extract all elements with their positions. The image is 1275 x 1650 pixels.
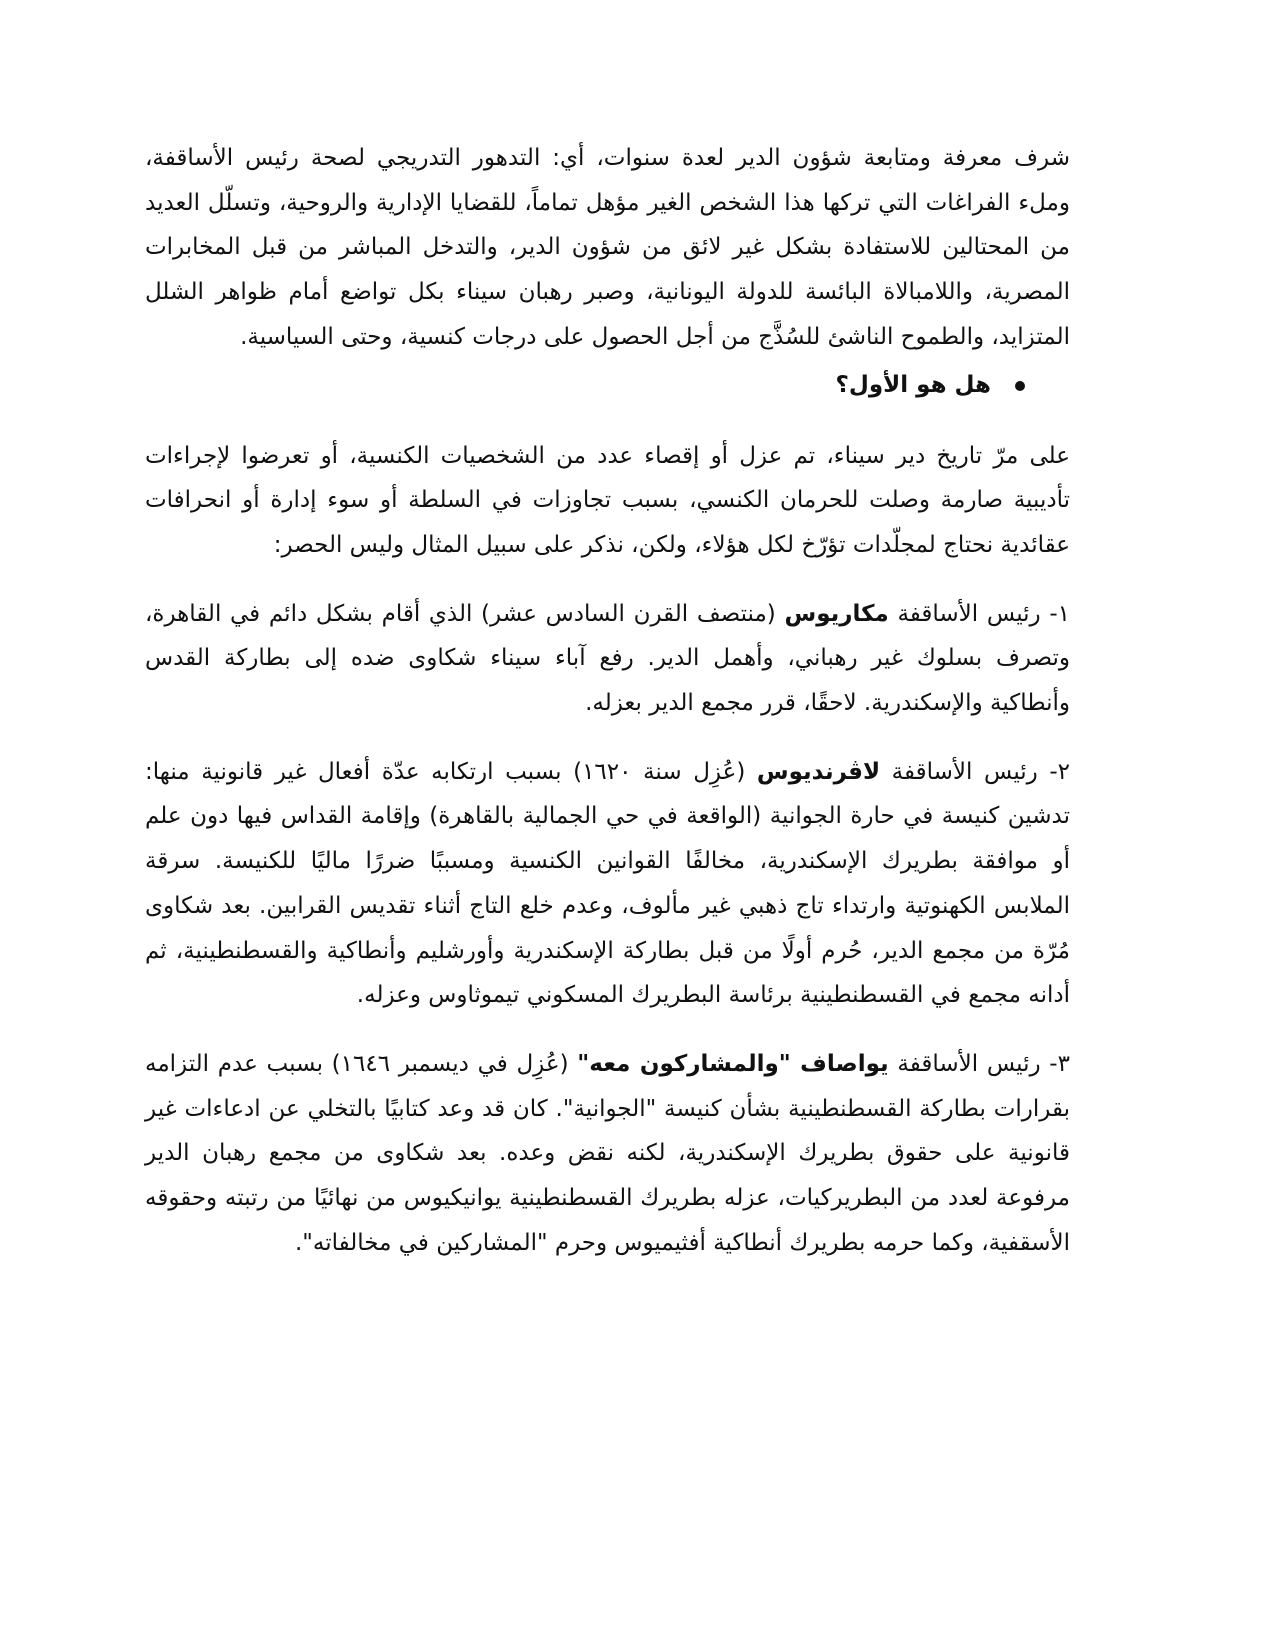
list-item-name: لاڤرنديوس: [756, 758, 881, 785]
list-item-prefix: ١- رئيس الأساقفة: [888, 600, 1070, 627]
section-heading-text: هل هو الأول؟: [835, 372, 991, 399]
list-item-name: يواصاف "والمشاركون معه": [577, 1050, 889, 1077]
list-item-text: (عُزِل في ديسمبر ١٦٤٦) بسبب عدم التزامه بقرارات بطاركة القسطنطينية بشأن كنيسة "الجوانية". كان قد وعد كتابيًا بالتخلي عن ادعاءات غير قانونية على حقوق بطريرك الإسكندرية، لكنه نقض وعده. بعد شكاوى من مجمع رهبان الدير مرفوعة لعدد من البطريركيات، عزله بطريرك القسطنطينية يوانيكيوس من نهائيًا من رتبته وحقوقه الأسقفية، وكما حرمه بطريرك أنطاكية أفثيميوس وحرم "المشاركين في مخالفاته".: [145, 1050, 1070, 1256]
list-item-text: (عُزِل سنة ١٦٢٠) بسبب ارتكابه عدّة أفعال غير قانونية منها: تدشين كنيسة في حارة الجوانية (الواقعة في حي الجمالية بالقاهرة) وإقامة القداس فيها دون علم أو موافقة بطريرك الإسكندرية، مخالفًا القوانين الكنسية ومسببًا ضررًا ماليًا للكنيسة. سرقة الملابس الكهنوتية وارتداء تاج ذهبي غير مألوف، وعدم خلع التاج أثناء تقديس القرابين. بعد شكاوى مُرّة من مجمع الدير، حُرم أولًا من قبل بطاركة الإسكندرية وأورشليم وأنطاكية والقسطنطينية، ثم أدانه مجمع في القسطنطينية برئاسة البطريرك المسكوني تيموثاوس وعزله.: [145, 758, 1070, 1009]
list-item-name: مكاريوس: [784, 600, 889, 627]
document-page: [145, 136, 1070, 1265]
overview-paragraph: على مرّ تاريخ دير سيناء، تم عزل أو إقصاء عدد من الشخصيات الكنسية، أو تعرضوا لإجراءات تأديبية صارمة وصلت للحرمان الكنسي، بسبب تجاوزات في السلطة أو سوء إدارة أو انحرافات عقائدية نحتاج لمجلّدات تؤرّخ لكل هؤلاء، ولكن، نذكر على سبيل المثال وليس الحصر:: [145, 442, 1070, 558]
list-item: [145, 1042, 1070, 1266]
list-item-prefix: ٣- رئيس الأساقفة: [888, 1050, 1070, 1077]
list-item: [145, 750, 1070, 1018]
intro-paragraph: شرف معرفة ومتابعة شؤون الدير لعدة سنوات، أي: التدهور التدريجي لصحة رئيس الأساقفة، وملء الفراغات التي تركها هذا الشخص الغير مؤهل تماماً، للقضايا الإدارية والروحية، وتسلّل العديد من المحتالين للاستفادة بشكل غير لائق من شؤون الدير، والتدخل المباشر من قبل المخابرات المصرية، واللامبالاة البائسة للدولة اليونانية، وصبر رهبان سيناء بكل تواضع أمام ظواهر الشلل المتزايد، والطموح الناشئ للسُذَّج من أجل الحصول على درجات كنسية، وحتى السياسية.: [145, 145, 1070, 350]
list-item-prefix: ٢- رئيس الأساقفة: [880, 758, 1070, 785]
bullet-icon: [1015, 381, 1025, 391]
list-item-text: (منتصف القرن السادس عشر) الذي أقام بشكل دائم في القاهرة، وتصرف بسلوك غير رهباني، وأهمل الدير. رفع آباء سيناء شكاوى ضده إلى بطاركة القدس وأنطاكية والإسكندرية. لاحقًا، قرر مجمع الدير بعزله.: [145, 600, 1070, 717]
section-heading: [145, 362, 1070, 410]
list-item: [145, 592, 1070, 726]
